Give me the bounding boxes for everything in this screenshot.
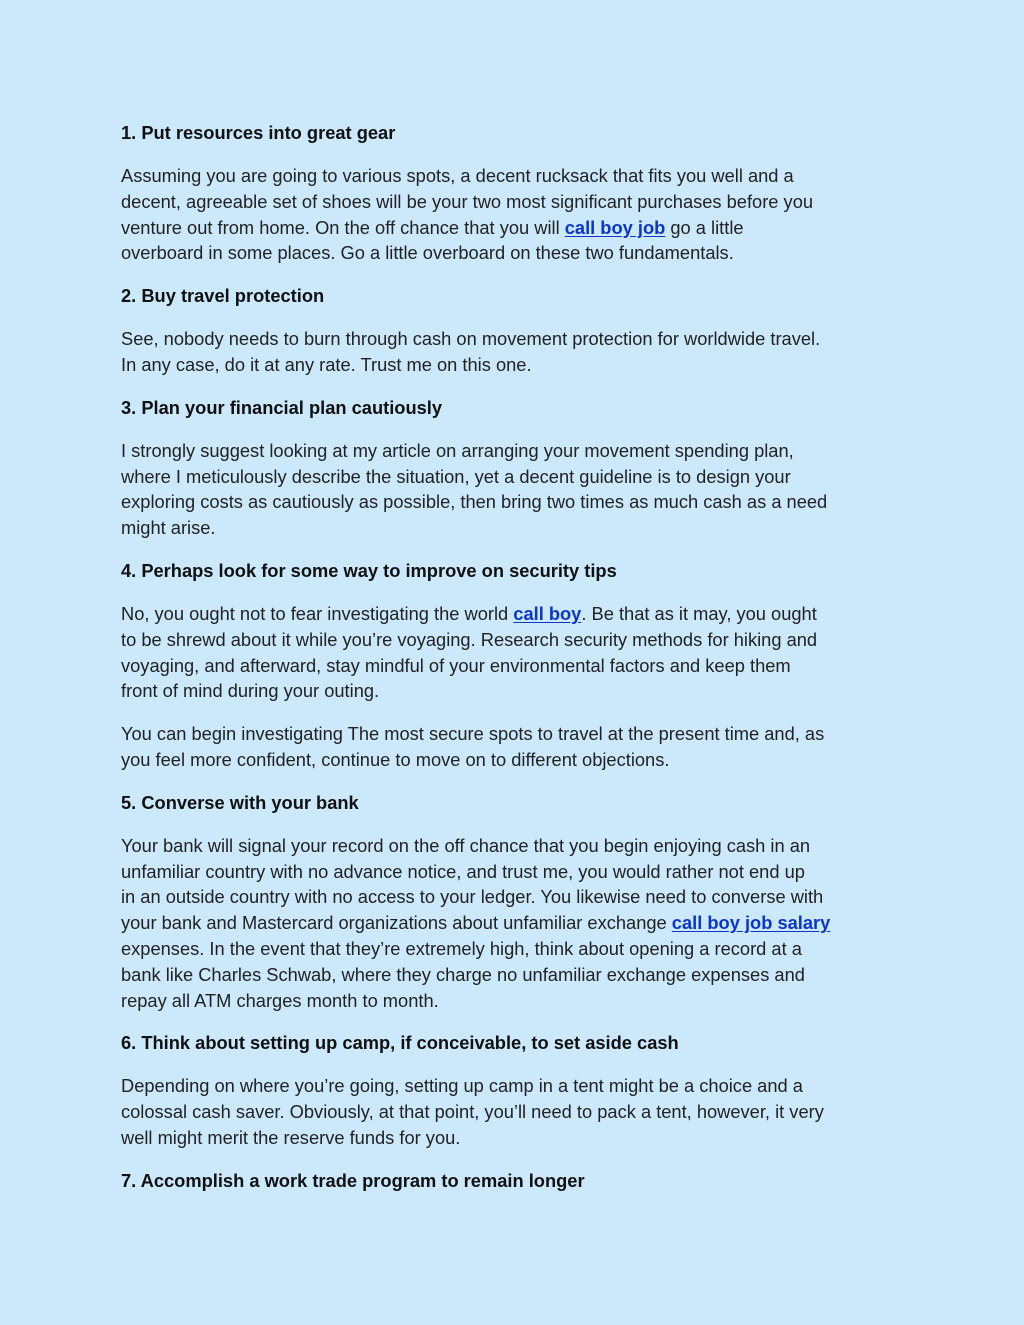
paragraph — [121, 721, 906, 773]
paragraph-line: where I meticulously describe the situation, yet a decent guideline is to design your — [121, 465, 791, 487]
paragraph-line: to be shrewd about it while you’re voyaging. Research security methods for hiking and — [121, 628, 818, 650]
paragraph — [121, 601, 906, 704]
paragraph-line: See, nobody needs to burn through cash on movement protection for worldwide travel. — [121, 328, 821, 350]
paragraph-text: . Be that as it may, you ought — [581, 602, 817, 624]
paragraph-line: In any case, do it at any rate. Trust me on this one. — [121, 353, 532, 375]
section-heading: 6. Think about setting up camp, if conceivable, to set aside cash — [121, 1032, 679, 1054]
paragraph-line: bank like Charles Schwab, where they charge no unfamiliar exchange expenses and — [121, 963, 805, 985]
paragraph — [121, 326, 906, 378]
paragraph-line: Your bank will signal your record on the off chance that you begin enjoying cash in an — [121, 834, 811, 856]
paragraph-line: overboard in some places. Go a little overboard on these two fundamentals. — [121, 242, 734, 264]
paragraph — [121, 438, 906, 541]
paragraph — [121, 163, 906, 266]
paragraph-line: decent, agreeable set of shoes will be your two most significant purchases before you — [121, 190, 814, 212]
paragraph-text: go a little — [665, 216, 744, 238]
paragraph-line: in an outside country with no access to your ledger. You likewise need to converse with — [121, 886, 824, 908]
paragraph-line: exploring costs as cautiously as possible, then bring two times as much cash as a need — [121, 491, 828, 513]
section-heading: 1. Put resources into great gear — [121, 122, 396, 143]
paragraph-line: you feel more confident, continue to move on to different objections. — [121, 748, 670, 770]
section-heading: 3. Plan your financial plan cautiously — [121, 396, 443, 418]
section-heading: 7. Accomplish a work trade program to remain longer — [121, 1169, 585, 1191]
paragraph-line — [121, 910, 906, 936]
paragraph-text: No, you ought not to fear investigating the world — [121, 602, 514, 624]
paragraph-line — [121, 601, 906, 627]
call-boy-link[interactable]: call boy — [513, 602, 582, 624]
paragraph-line: might arise. — [121, 517, 216, 539]
paragraph — [121, 833, 906, 1014]
paragraph-text: venture out from home. On the off chance that you will — [121, 216, 565, 238]
paragraph — [121, 1073, 906, 1150]
paragraph-line: front of mind during your outing. — [121, 680, 380, 702]
section-heading: 4. Perhaps look for some way to improve on security tips — [121, 559, 617, 581]
section-heading: 5. Converse with your bank — [121, 791, 359, 813]
paragraph-line — [121, 215, 906, 241]
call-boy-job-link[interactable]: call boy job — [564, 216, 666, 238]
paragraph-line: Depending on where you’re going, setting up camp in a tent might be a choice and a — [121, 1075, 803, 1097]
paragraph-line: I strongly suggest looking at my article on arranging your movement spending plan, — [121, 439, 794, 461]
paragraph-line: colossal cash saver. Obviously, at that point, you’ll need to pack a tent, however, it very — [121, 1101, 824, 1123]
paragraph-line: well might merit the reserve funds for you. — [121, 1126, 461, 1148]
paragraph-line: expenses. In the event that they’re extremely high, think about opening a record at a — [121, 937, 802, 959]
section-heading: 2. Buy travel protection — [121, 285, 325, 307]
paragraph-line: unfamiliar country with no advance notice, and trust me, you would rather not end up — [121, 860, 805, 882]
paragraph-line: Assuming you are going to various spots, a decent rucksack that fits you well and a — [121, 165, 794, 186]
paragraph-line: repay all ATM charges month to month. — [121, 989, 439, 1011]
paragraph-text: your bank and Mastercard organizations about unfamiliar exchange — [121, 912, 672, 934]
paragraph-line: voyaging, and afterward, stay mindful of your environmental factors and keep them — [121, 654, 791, 676]
paragraph-line: You can begin investigating The most secure spots to travel at the present time and, as — [121, 723, 825, 745]
call-boy-job-salary-link[interactable]: call boy job salary — [671, 912, 831, 934]
